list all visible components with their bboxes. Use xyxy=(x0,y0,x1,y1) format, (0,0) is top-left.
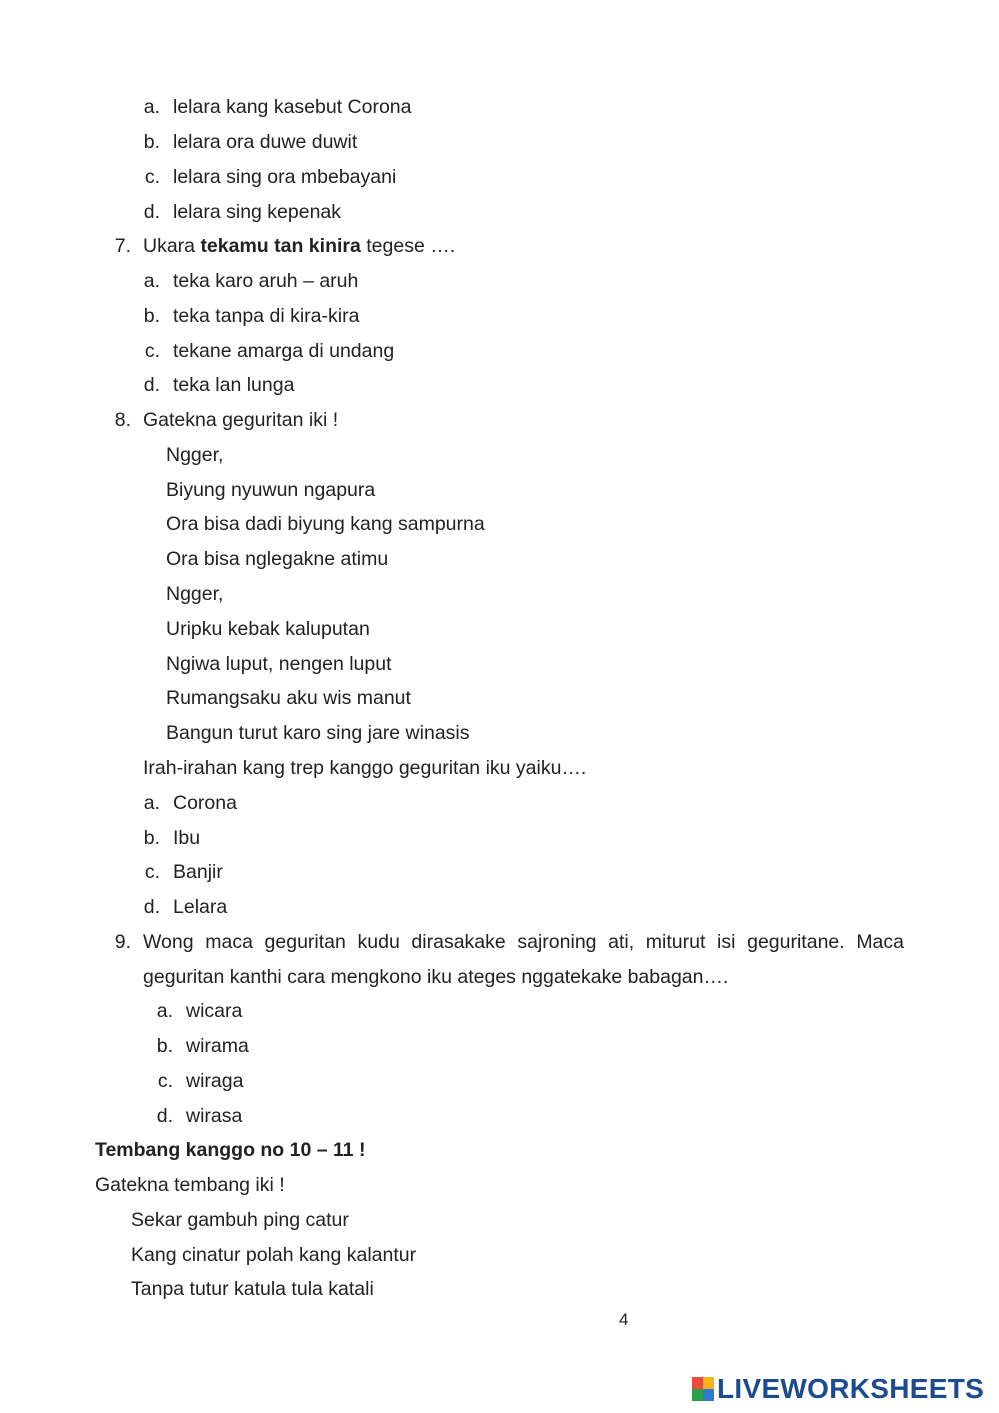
q9-option-a-label: a. xyxy=(156,1000,173,1022)
q6-option-b[interactable]: lelara ora duwe duwit xyxy=(173,131,358,153)
q9-option-d-label: d. xyxy=(156,1105,173,1127)
poem-line: Ora bisa nglegakne atimu xyxy=(166,548,389,570)
page-number: 4 xyxy=(619,1310,629,1329)
q9-prompt-line-2: geguritan kanthi cara mengkono iku ateges nggatekake babagan…. xyxy=(143,966,729,988)
q8-option-c-label: c. xyxy=(144,861,160,883)
poem-line: Ngger, xyxy=(166,444,224,466)
tembang-line: Tanpa tutur katula tula katali xyxy=(131,1278,374,1300)
section-prompt: Gatekna tembang iki ! xyxy=(95,1174,285,1196)
q7-prompt-suffix: tegese …. xyxy=(360,235,456,257)
q9-prompt-line-1: Wong maca geguritan kudu dirasakake sajroning ati, miturut isi geguritane. Maca xyxy=(143,931,904,953)
q8-option-a[interactable]: Corona xyxy=(173,792,237,814)
q8-option-d-label: d. xyxy=(143,896,160,918)
liveworksheets-icon xyxy=(692,1377,714,1401)
q8-option-b-label: b. xyxy=(143,827,160,849)
q9-option-b-label: b. xyxy=(156,1035,173,1057)
q9-option-d[interactable]: wirasa xyxy=(186,1105,243,1127)
poem-line: Uripku kebak kaluputan xyxy=(166,618,370,640)
poem-line: Ngiwa luput, nengen luput xyxy=(166,653,392,675)
poem-line: Biyung nyuwun ngapura xyxy=(166,479,376,501)
q7-option-a-label: a. xyxy=(143,270,160,292)
section-heading: Tembang kanggo no 10 – 11 ! xyxy=(95,1139,366,1161)
q7-option-b-label: b. xyxy=(143,305,160,327)
q7-number: 7. xyxy=(114,235,131,257)
q8-option-c[interactable]: Banjir xyxy=(173,861,223,883)
q6-option-a-label: a. xyxy=(143,96,160,118)
q8-prompt: Gatekna geguritan iki ! xyxy=(143,409,339,431)
liveworksheets-logo xyxy=(692,1374,984,1404)
logo-square-yellow xyxy=(703,1377,714,1389)
q8-option-b[interactable]: Ibu xyxy=(173,827,201,849)
q8-number: 8. xyxy=(114,409,131,431)
logo-square-red xyxy=(692,1377,703,1389)
q7-option-c[interactable]: tekane amarga di undang xyxy=(173,340,395,362)
q6-option-c[interactable]: lelara sing ora mbebayani xyxy=(173,166,397,188)
tembang-line: Sekar gambuh ping catur xyxy=(131,1209,349,1231)
q6-option-d-label: d. xyxy=(143,201,160,223)
q7-option-c-label: c. xyxy=(144,340,160,362)
poem-line: Ngger, xyxy=(166,583,224,605)
logo-square-green xyxy=(692,1389,703,1401)
q8-option-d[interactable]: Lelara xyxy=(173,896,228,918)
q7-option-b[interactable]: teka tanpa di kira-kira xyxy=(173,305,360,327)
q6-option-a[interactable]: lelara kang kasebut Corona xyxy=(173,96,412,118)
q6-option-b-label: b. xyxy=(143,131,160,153)
q9-option-a[interactable]: wicara xyxy=(186,1000,243,1022)
q9-option-b[interactable]: wirama xyxy=(186,1035,249,1057)
q7-prompt-bold: tekamu tan kinira xyxy=(200,235,361,257)
brand-name: LIVEWORKSHEETS xyxy=(717,1373,985,1404)
q7-option-d-label: d. xyxy=(143,374,160,396)
poem-line: Rumangsaku aku wis manut xyxy=(166,687,411,709)
q9-number: 9. xyxy=(114,931,131,953)
tembang-line: Kang cinatur polah kang kalantur xyxy=(131,1244,417,1266)
q9-option-c[interactable]: wiraga xyxy=(186,1070,244,1092)
q7-option-a[interactable]: teka karo aruh – aruh xyxy=(173,270,359,292)
q6-option-d[interactable]: lelara sing kepenak xyxy=(173,201,342,223)
poem-line: Ora bisa dadi biyung kang sampurna xyxy=(166,513,485,535)
q6-option-c-label: c. xyxy=(144,166,160,188)
q7-prompt-prefix: Ukara xyxy=(143,235,201,257)
q7-prompt xyxy=(143,234,455,258)
q9-option-c-label: c. xyxy=(157,1070,173,1092)
poem-line: Bangun turut karo sing jare winasis xyxy=(166,722,470,744)
q8-question: Irah-irahan kang trep kanggo geguritan iku yaiku…. xyxy=(143,757,587,779)
q7-option-d[interactable]: teka lan lunga xyxy=(173,374,295,396)
logo-square-blue xyxy=(703,1389,714,1401)
q8-option-a-label: a. xyxy=(143,792,160,814)
